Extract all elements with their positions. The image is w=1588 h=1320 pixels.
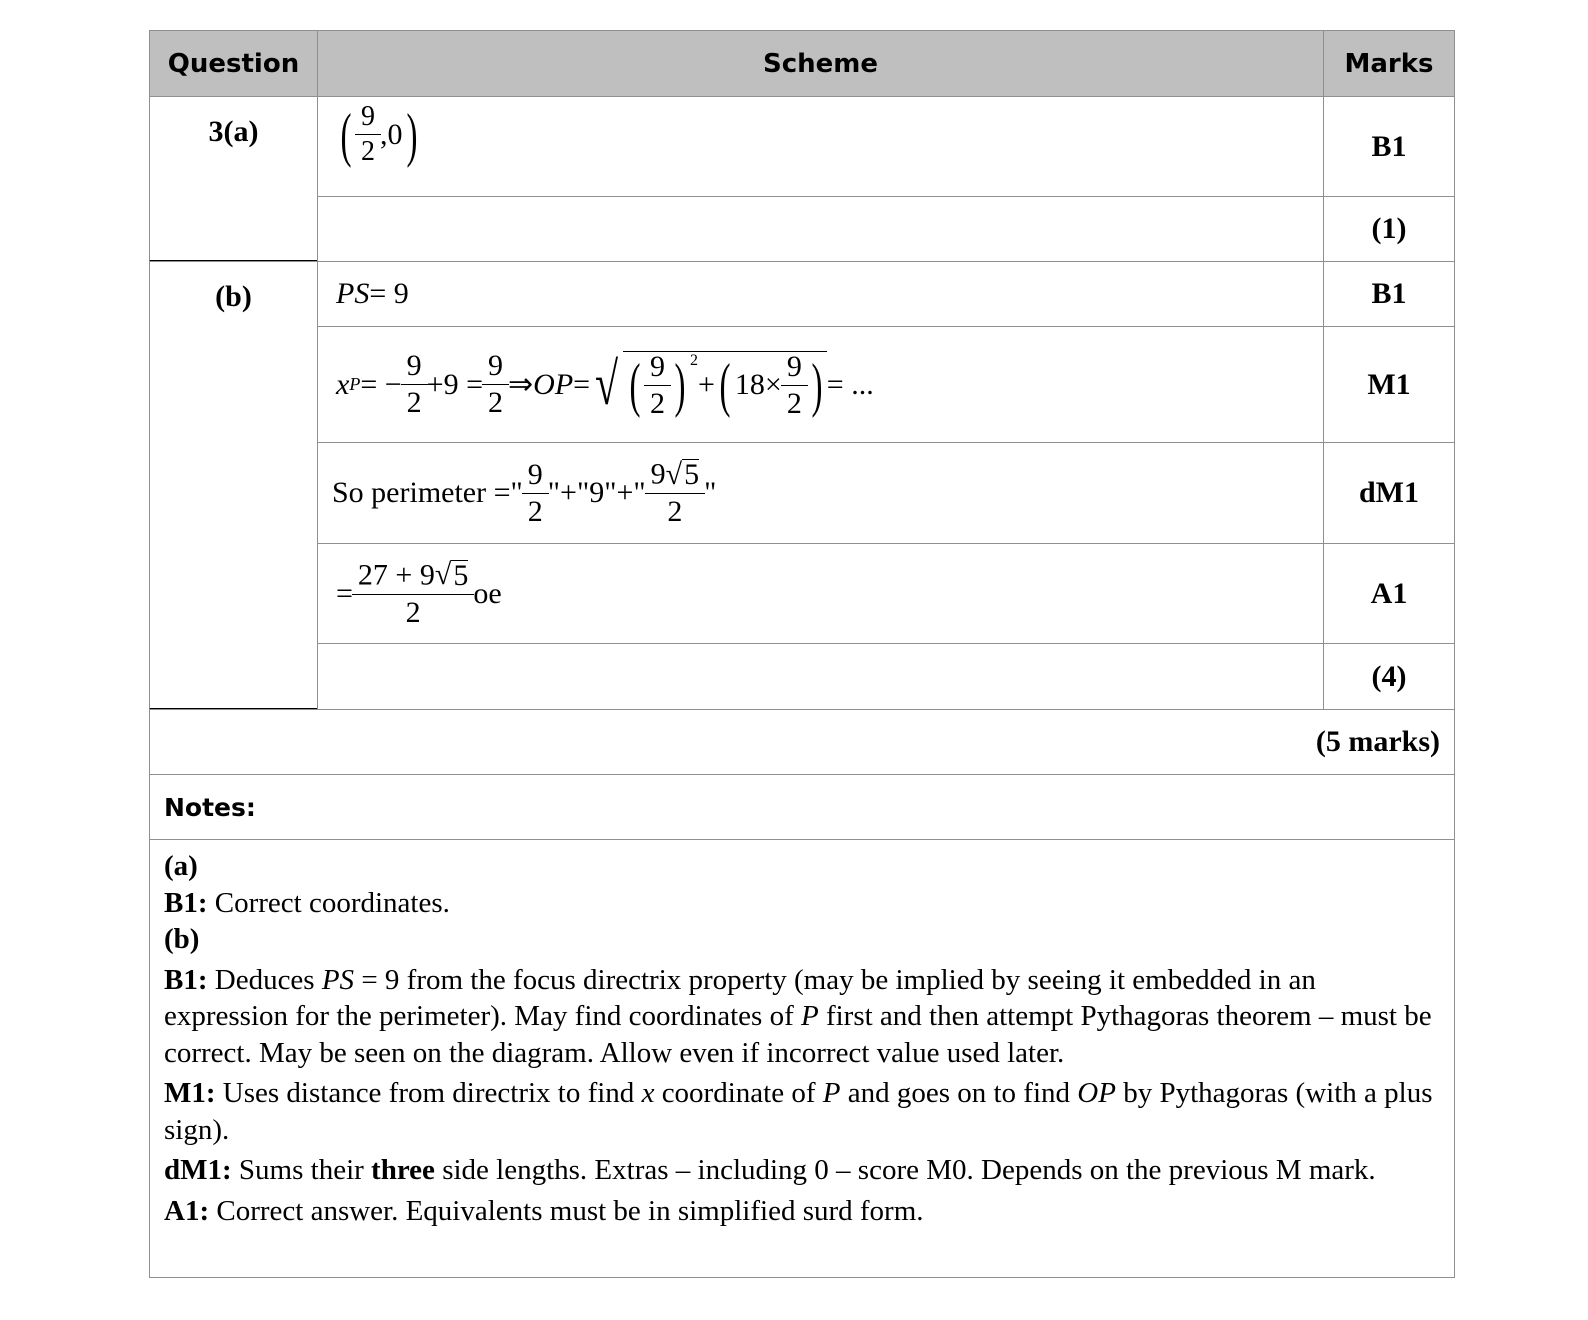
den: 2 xyxy=(352,594,474,628)
scheme-b-m1 xyxy=(317,326,1324,443)
scheme-b-blank xyxy=(317,643,1324,710)
num: 9 xyxy=(650,457,666,491)
mark-a-total: (1) xyxy=(1323,196,1455,262)
header-question: Question xyxy=(149,30,318,97)
den: 2 xyxy=(401,384,428,418)
header-scheme: Scheme xyxy=(317,30,1324,97)
t: coordinate of xyxy=(654,1077,823,1109)
t: Uses distance from directrix to find xyxy=(215,1077,642,1109)
t: Sums their xyxy=(231,1154,372,1186)
den: 2 xyxy=(645,493,705,527)
mark-a-b1: B1 xyxy=(1323,96,1455,197)
t: = − xyxy=(360,367,402,401)
sqrt: √ ( $\frac{9}{2}$ ) $^2$ + ( 18× $\frac{9}{2}$ ) xyxy=(590,350,827,419)
mark-b-total: (4) xyxy=(1323,643,1455,710)
den: 2 xyxy=(355,134,381,166)
notes-a-label: (a) xyxy=(164,850,198,882)
den: 2 xyxy=(644,385,671,419)
num: 9 xyxy=(786,349,802,383)
t: first and then attempt Pythagoras theorem – must be correct. May be seen on the diagram. Allow even if incorrect value used later. xyxy=(164,1000,1432,1069)
t: = ... xyxy=(826,367,874,401)
t: "+"9"+" xyxy=(547,476,646,509)
t: P xyxy=(800,1000,819,1032)
scheme-a-answer: ( $\frac{9}{2}$ ,0 ) xyxy=(317,96,1324,197)
header-marks: Marks xyxy=(1323,30,1455,97)
den: 2 xyxy=(522,493,549,527)
mark-b-dm1: dM1 xyxy=(1323,442,1455,544)
ps-value: = 9 xyxy=(369,277,409,310)
t: Correct coordinates. xyxy=(207,886,450,919)
radicand: 5 xyxy=(453,558,469,592)
label: dM1: xyxy=(164,1154,232,1186)
radicand: 5 xyxy=(684,458,700,491)
total-marks: (5 marks) xyxy=(149,709,1455,775)
t: P xyxy=(822,1077,841,1109)
scheme-a-blank xyxy=(317,196,1324,262)
num: 27 + 9 xyxy=(357,558,435,591)
op: OP xyxy=(533,367,574,401)
mark-b-b1: B1 xyxy=(1323,261,1455,327)
label: B1: xyxy=(164,963,208,996)
label: B1: xyxy=(164,886,208,919)
scheme-b-dm1: So perimeter = " $\frac{9}{2}$ "+"9"+" 9 √ 5 2 " xyxy=(317,442,1324,544)
t: " xyxy=(704,476,717,509)
x: x xyxy=(336,367,350,401)
den: 2 xyxy=(781,385,808,419)
t: oe xyxy=(473,576,502,610)
t: OP xyxy=(1077,1077,1116,1109)
exp: 2 xyxy=(689,351,698,369)
t: = xyxy=(573,367,591,401)
t: three xyxy=(371,1154,435,1186)
t: = 9 from the focus directrix property (may be implied by seeing it embedded in an expression for the perimeter). May find coordinates of xyxy=(164,963,1316,1032)
t: and goes on to find xyxy=(840,1077,1078,1109)
label: A1: xyxy=(164,1194,210,1227)
t: + xyxy=(697,368,715,401)
t: " xyxy=(510,476,523,509)
den: 2 xyxy=(482,384,509,418)
scheme-b-a1: = 27 + 9 √ 5 2 oe xyxy=(317,543,1324,644)
t: = xyxy=(336,576,353,610)
notes-b-label: (b) xyxy=(164,923,200,955)
notes-title: Notes: xyxy=(149,774,1455,840)
question-3a: 3(a) xyxy=(149,96,318,262)
sub: P xyxy=(349,374,361,394)
notes-body xyxy=(149,839,1455,1278)
num: 9 xyxy=(406,349,422,382)
num: 9 xyxy=(488,349,504,382)
t: x xyxy=(641,1077,655,1109)
t: 18× xyxy=(734,368,782,401)
question-3b: (b) xyxy=(149,261,318,710)
t: So perimeter = xyxy=(332,476,511,509)
num: 9 xyxy=(650,349,665,383)
num: 9 xyxy=(360,101,375,132)
mark-b-m1: M1 xyxy=(1323,326,1455,443)
t: PS xyxy=(321,963,355,996)
t: ⇒ xyxy=(508,368,534,401)
label: M1: xyxy=(164,1077,216,1109)
t: Deduces xyxy=(207,963,322,996)
t: +9 = xyxy=(426,367,484,401)
ps: PS xyxy=(336,277,370,310)
scheme-b-ps xyxy=(317,261,1324,327)
t: side lengths. Extras – including 0 – score M0. Depends on the previous M mark. xyxy=(434,1154,1376,1186)
mark-b-a1: A1 xyxy=(1323,543,1455,644)
num: 9 xyxy=(527,457,543,491)
t: Correct answer. Equivalents must be in simplified surd form. xyxy=(209,1194,924,1227)
coord-rest: ,0 xyxy=(379,117,403,151)
t: by Pythagoras (with a plus sign). xyxy=(164,1077,1433,1146)
